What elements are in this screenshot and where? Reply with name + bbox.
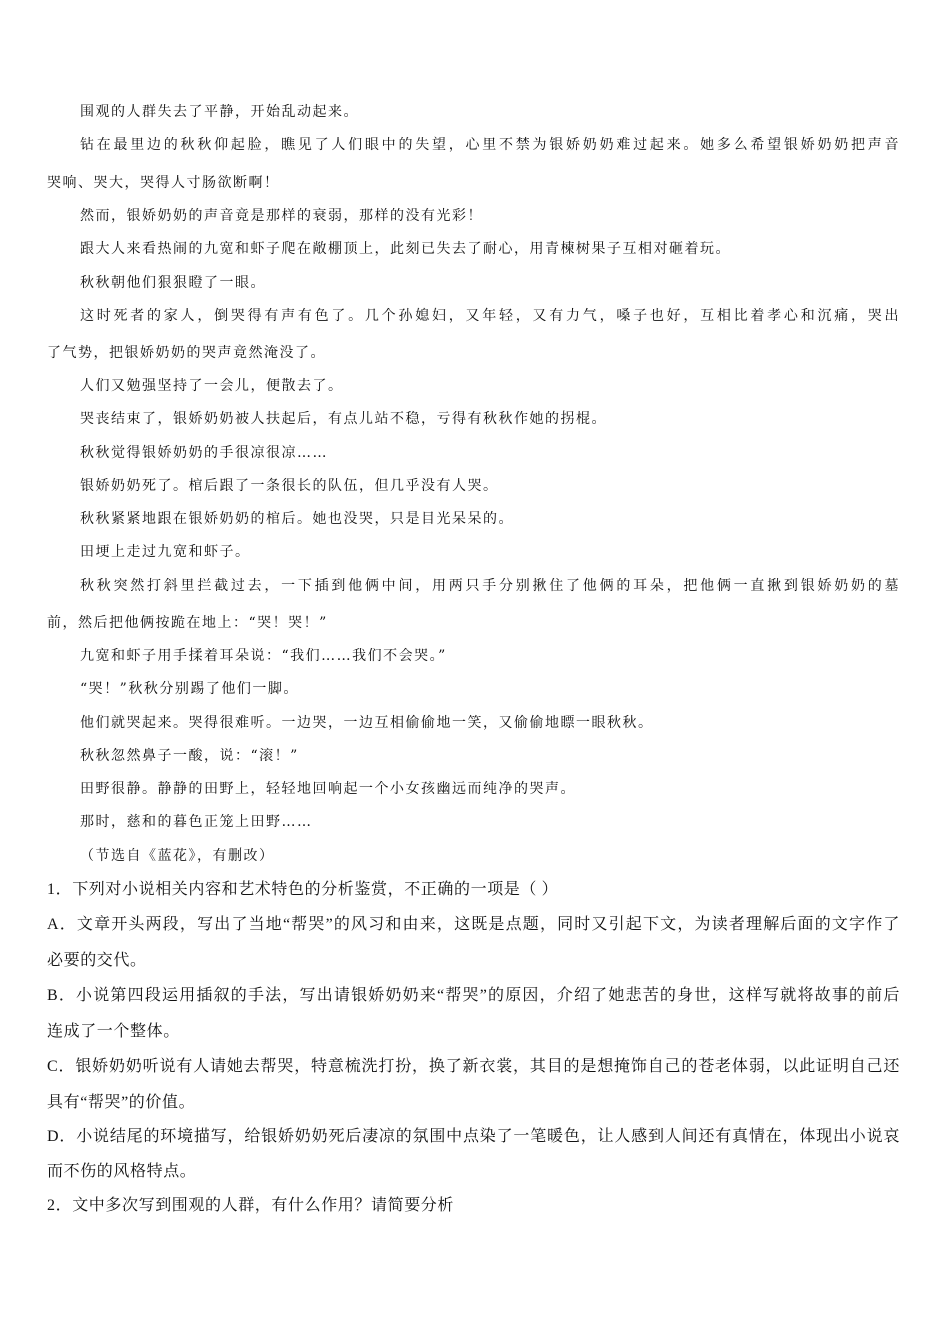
story-paragraph-3: 然而，银娇奶奶的声音竟是那样的衰弱，那样的没有光彩！ <box>80 208 483 224</box>
story-paragraph-17: 秋秋忽然鼻子一酸，说：“滚！” <box>80 748 299 764</box>
story-paragraph-15: “哭！”秋秋分别踢了他们一脚。 <box>80 681 299 697</box>
option-a-line-2: 必要的交代。 <box>47 952 147 969</box>
option-b-line-2: 连成了一个整体。 <box>47 1023 180 1040</box>
story-paragraph-11: 秋秋紧紧地跟在银娇奶奶的棺后。她也没哭，只是目光呆呆的。 <box>80 511 514 527</box>
story-paragraph-18: 田野很静。静静的田野上，轻轻地回响起一个小女孩幽远而纯净的哭声。 <box>80 781 576 797</box>
story-paragraph-7: 人们又勉强坚持了一会儿，便散去了。 <box>80 378 344 394</box>
story-paragraph-4: 跟大人来看热闹的九宽和虾子爬在敞棚顶上，此刻已失去了耐心，用青楝树果子互相对砸着玩。 <box>80 241 731 257</box>
option-b-line-1: B．小说第四段运用插叙的手法，写出请银娇奶奶来“帮哭”的原因，介绍了她悲苦的身世，这样写就将故事的前后 <box>47 987 900 1004</box>
story-paragraph-6-line-2: 了气势，把银娇奶奶的哭声竟然淹没了。 <box>47 345 326 361</box>
story-paragraph-2-line-1: 钻在最里边的秋秋仰起脸，瞧见了人们眼中的失望，心里不禁为银娇奶奶难过起来。她多么希望银娇奶奶把声音 <box>80 137 900 153</box>
story-paragraph-1: 围观的人群失去了平静，开始乱动起来。 <box>80 104 359 120</box>
option-a-line-1: A．文章开头两段，写出了当地“帮哭”的风习和由来，这既是点题，同时又引起下文，为读者理解后面的文字作了 <box>47 916 900 933</box>
story-paragraph-13-line-1: 秋秋突然打斜里拦截过去，一下插到他俩中间，用两只手分别揪住了他俩的耳朵，把他俩一直揪到银娇奶奶的墓 <box>80 578 900 594</box>
story-paragraph-5: 秋秋朝他们狠狠瞪了一眼。 <box>80 275 266 291</box>
story-paragraph-14: 九宽和虾子用手揉着耳朵说：“我们……我们不会哭。” <box>80 648 447 664</box>
option-d-line-2: 而不伤的风格特点。 <box>47 1163 197 1180</box>
story-paragraph-12: 田埂上走过九宽和虾子。 <box>80 544 251 560</box>
source-note: （节选自《蓝花》，有删改） <box>80 848 275 864</box>
story-paragraph-13-line-2: 前，然后把他俩按跪在地上：“哭！哭！” <box>47 615 328 631</box>
question-2-stem: 2．文中多次写到围观的人群，有什么作用？请简要分析 <box>47 1197 455 1214</box>
story-paragraph-9: 秋秋觉得银娇奶奶的手很凉很凉…… <box>80 445 328 461</box>
story-paragraph-19: 那时，慈和的暮色正笼上田野…… <box>80 814 313 830</box>
option-c-line-1: C．银娇奶奶听说有人请她去帮哭，特意梳洗打扮，换了新衣裳，其目的是想掩饰自己的苍老体弱，以此证明自己还 <box>47 1058 900 1075</box>
option-c-line-2: 具有“帮哭”的价值。 <box>47 1094 196 1111</box>
story-paragraph-16: 他们就哭起来。哭得很难听。一边哭，一边互相偷偷地一笑，又偷偷地瞟一眼秋秋。 <box>80 715 654 731</box>
question-1-stem: 1．下列对小说相关内容和艺术特色的分析鉴赏，不正确的一项是（ ） <box>47 881 559 898</box>
story-paragraph-10: 银娇奶奶死了。棺后跟了一条很长的队伍，但几乎没有人哭。 <box>80 478 499 494</box>
option-d-line-1: D．小说结尾的环境描写，给银娇奶奶死后凄凉的氛围中点染了一笔暖色，让人感到人间还有真情在，体现出小说哀 <box>47 1128 900 1145</box>
story-paragraph-6-line-1: 这时死者的家人，倒哭得有声有色了。几个孙媳妇，又年轻，又有力气，嗓子也好，互相比着孝心和沉痛，哭出 <box>80 308 900 324</box>
story-paragraph-8: 哭丧结束了，银娇奶奶被人扶起后，有点儿站不稳，亏得有秋秋作她的拐棍。 <box>80 411 607 427</box>
story-paragraph-2-line-2: 哭响、哭大，哭得人寸肠欲断啊！ <box>47 175 280 191</box>
